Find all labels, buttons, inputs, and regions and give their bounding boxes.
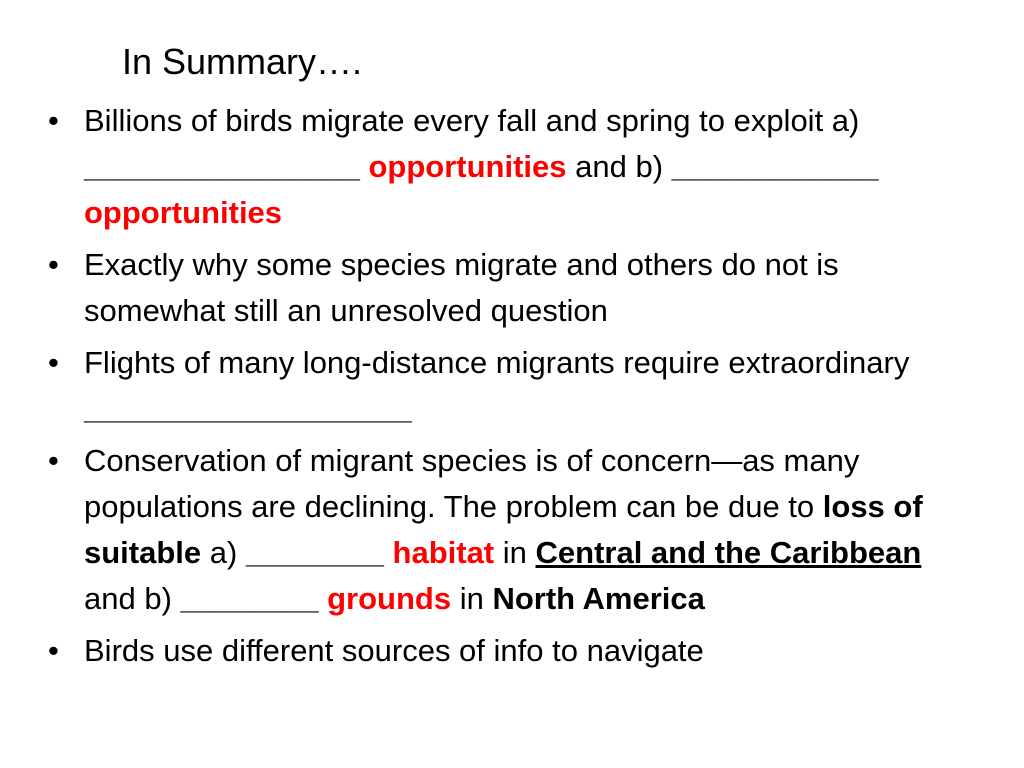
- bullet-icon: •: [48, 247, 59, 282]
- bullet-text: a): [201, 535, 246, 570]
- answer-text: opportunities: [368, 149, 567, 184]
- answer-text: grounds: [327, 581, 452, 616]
- emphasis-text: North America: [492, 581, 705, 616]
- bullet-icon: •: [48, 443, 59, 478]
- bullet-icon: •: [48, 103, 59, 138]
- slide-title: In Summary….: [122, 41, 363, 82]
- bullet-text: Flights of many long-distance migrants require extraordinary: [84, 345, 910, 380]
- bullet-icon: •: [48, 345, 59, 380]
- bullet-text: in: [451, 581, 493, 616]
- bullet-list: [46, 98, 976, 680]
- bullet-item-4: [46, 438, 976, 622]
- fill-in-blank: ________________: [84, 149, 360, 184]
- bullet-text: and b): [566, 149, 672, 184]
- bullet-icon: •: [48, 633, 59, 668]
- bullet-item-5: [46, 628, 976, 674]
- answer-text: opportunities: [84, 195, 283, 230]
- bullet-item-3: [46, 340, 976, 432]
- bullet-text: Conservation of migrant species is of concern—as many populations are declining. The problem can be due to: [84, 443, 860, 524]
- bullet-item-1: [46, 98, 976, 236]
- fill-in-blank: ___________________: [84, 391, 412, 426]
- fill-in-blank: ________: [245, 535, 384, 570]
- fill-in-blank: ________: [180, 581, 319, 616]
- bullet-text: Billions of birds migrate every fall and spring to exploit a): [84, 103, 860, 138]
- bullet-text: Birds use different sources of info to navigate: [84, 633, 704, 668]
- answer-text: habitat: [392, 535, 495, 570]
- bullet-text: [384, 535, 393, 570]
- bullet-item-2: [46, 242, 976, 334]
- bullet-text: Exactly why some species migrate and others do not is somewhat still an unresolved question: [84, 247, 839, 328]
- bullet-text: [318, 581, 327, 616]
- fill-in-blank: ____________: [671, 149, 879, 184]
- emphasis-text: loss of suitable: [84, 489, 923, 570]
- emphasis-underlined-text: Central and the Caribbean: [535, 535, 922, 570]
- bullet-text: and b): [84, 581, 181, 616]
- bullet-text: in: [494, 535, 536, 570]
